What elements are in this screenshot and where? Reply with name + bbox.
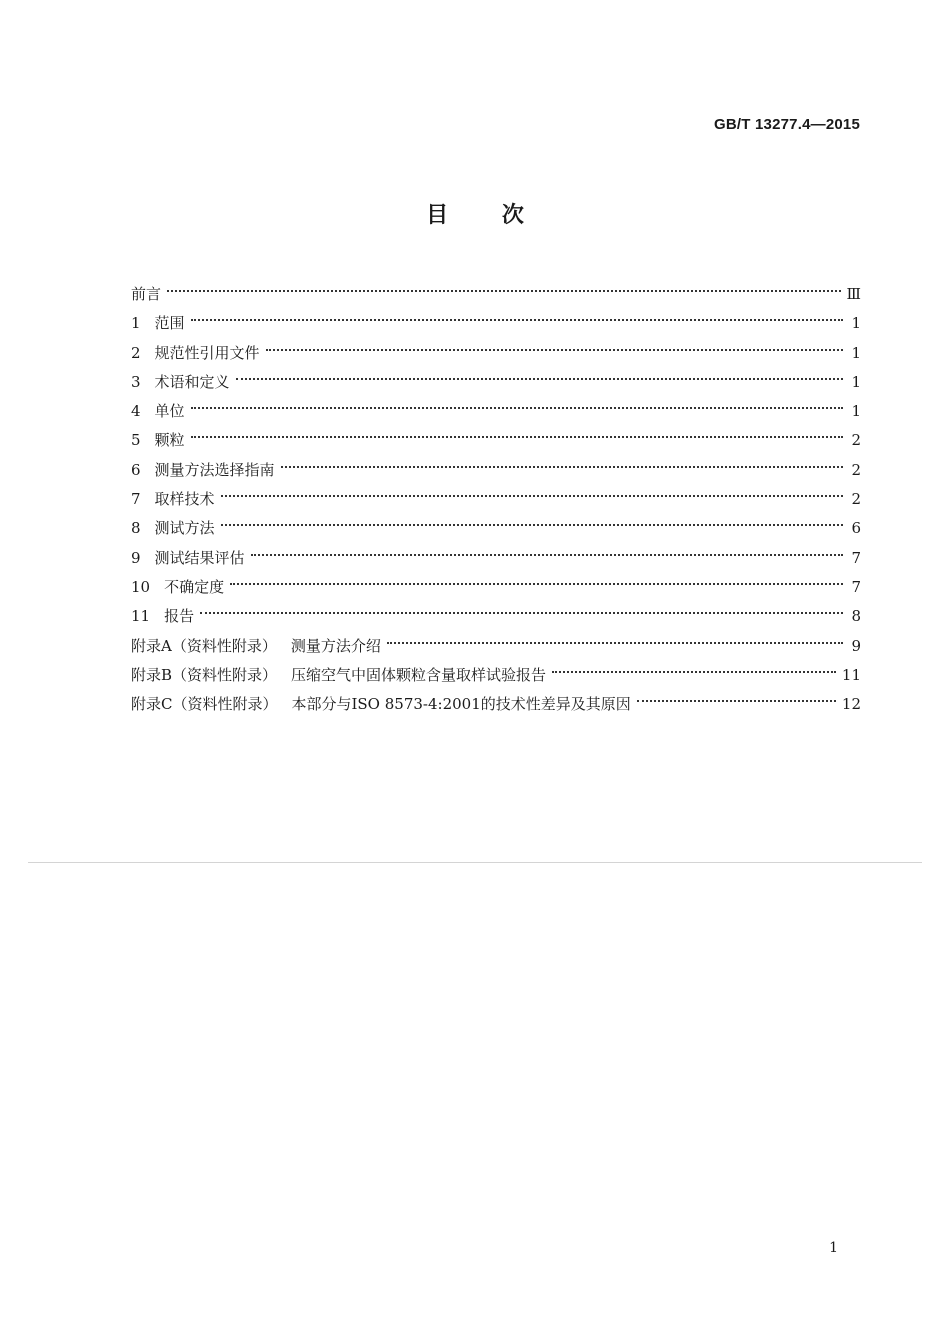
toc-entry-number: 7: [131, 490, 141, 509]
toc-entry-label: [131, 283, 167, 305]
toc-entry-page: 1: [851, 314, 861, 333]
toc-entry-label: [131, 429, 191, 451]
toc-entry-page: 2: [851, 490, 861, 509]
toc-entry-text: 术语和定义: [154, 372, 230, 391]
leader-dots: [191, 297, 843, 321]
leader-dots: [167, 268, 841, 292]
toc-entry-page: Ⅲ: [846, 285, 861, 303]
toc-entry-text: 不确定度: [164, 577, 225, 596]
page-title: 目 次: [426, 203, 524, 228]
leader-dots: [281, 444, 843, 468]
leader-dots: [221, 473, 843, 497]
toc-entry-number: 8: [131, 519, 141, 538]
toc-entry-number: 5: [131, 431, 141, 450]
toc-entry-number: 3: [131, 372, 141, 391]
toc-entry-text: 前言: [131, 285, 162, 303]
toc-entry-text: 压缩空气中固体颗粒含量取样试验报告: [291, 665, 547, 684]
leader-dots: [637, 678, 836, 702]
toc-entry-text: 取样技术: [154, 490, 215, 509]
toc-entry-number: 2: [131, 343, 141, 362]
toc-entry-text: 测量方法介绍: [290, 636, 381, 655]
leader-dots: [236, 356, 843, 380]
toc-entry-number: 10: [131, 577, 151, 596]
toc-entry-text: 范围: [154, 314, 185, 333]
toc-entry-number: 11: [131, 607, 151, 626]
table-of-contents: [131, 275, 861, 714]
toc-entry-page: 1: [851, 372, 861, 391]
toc-entry-page: 1: [851, 343, 861, 362]
leader-dots: [251, 532, 843, 556]
toc-entry-label: [131, 400, 191, 422]
leader-dots: [552, 649, 836, 673]
toc-entry-label: [131, 693, 637, 715]
toc-entry-label: [131, 488, 221, 510]
toc-entry-label: [131, 605, 200, 627]
toc-entry-annex-number: 附录A（资料性附录）: [131, 636, 277, 655]
toc-entry-page: 7: [851, 577, 861, 596]
toc-entry-number: 9: [131, 548, 141, 567]
toc-entry-page: 12: [841, 695, 861, 714]
toc-entry-annex[interactable]: [131, 685, 861, 714]
toc-entry-number: 1: [131, 314, 141, 333]
toc-entry-page: 9: [851, 636, 861, 655]
toc-entry-text: 测试方法: [154, 519, 215, 538]
toc-entry-number: 6: [131, 460, 141, 479]
toc-entry-label: [131, 664, 552, 686]
leader-dots: [221, 502, 843, 526]
toc-entry-label: [131, 517, 221, 539]
toc-entry-text: 规范性引用文件: [154, 343, 260, 362]
toc-entry-annex-number: 附录C（资料性附录）: [131, 695, 278, 714]
toc-entry-page: 1: [851, 402, 861, 421]
leader-dots: [200, 590, 843, 614]
leader-dots: [191, 414, 843, 438]
toc-entry-text: 测量方法选择指南: [154, 460, 275, 479]
toc-entry-page: 2: [851, 431, 861, 450]
leader-dots: [230, 561, 843, 585]
toc-entry-text: 单位: [154, 402, 185, 421]
page-number: 1: [829, 1240, 838, 1256]
leader-dots: [266, 327, 843, 351]
leader-dots: [387, 620, 843, 644]
toc-entry-number: 4: [131, 402, 141, 421]
toc-entry-text: 本部分与ISO 8573-4:2001的技术性差异及其原因: [291, 695, 631, 714]
toc-entry-page: 2: [851, 460, 861, 479]
toc-entry-label: [131, 312, 191, 334]
toc-entry-page: 6: [851, 519, 861, 538]
toc-entry-page: 11: [841, 665, 861, 684]
page-divider: [28, 862, 922, 863]
toc-entry-text: 颗粒: [154, 431, 185, 450]
toc-entry-text: 测试结果评估: [154, 548, 245, 567]
toc-entry-page: 7: [851, 548, 861, 567]
toc-entry-page: 8: [851, 607, 861, 626]
toc-entry-text: 报告: [164, 607, 195, 626]
toc-entry-annex-number: 附录B（资料性附录）: [131, 665, 278, 684]
standard-number: GB/T 13277.4—2015: [714, 116, 860, 133]
leader-dots: [191, 385, 843, 409]
toc-entry-label: [131, 635, 387, 657]
